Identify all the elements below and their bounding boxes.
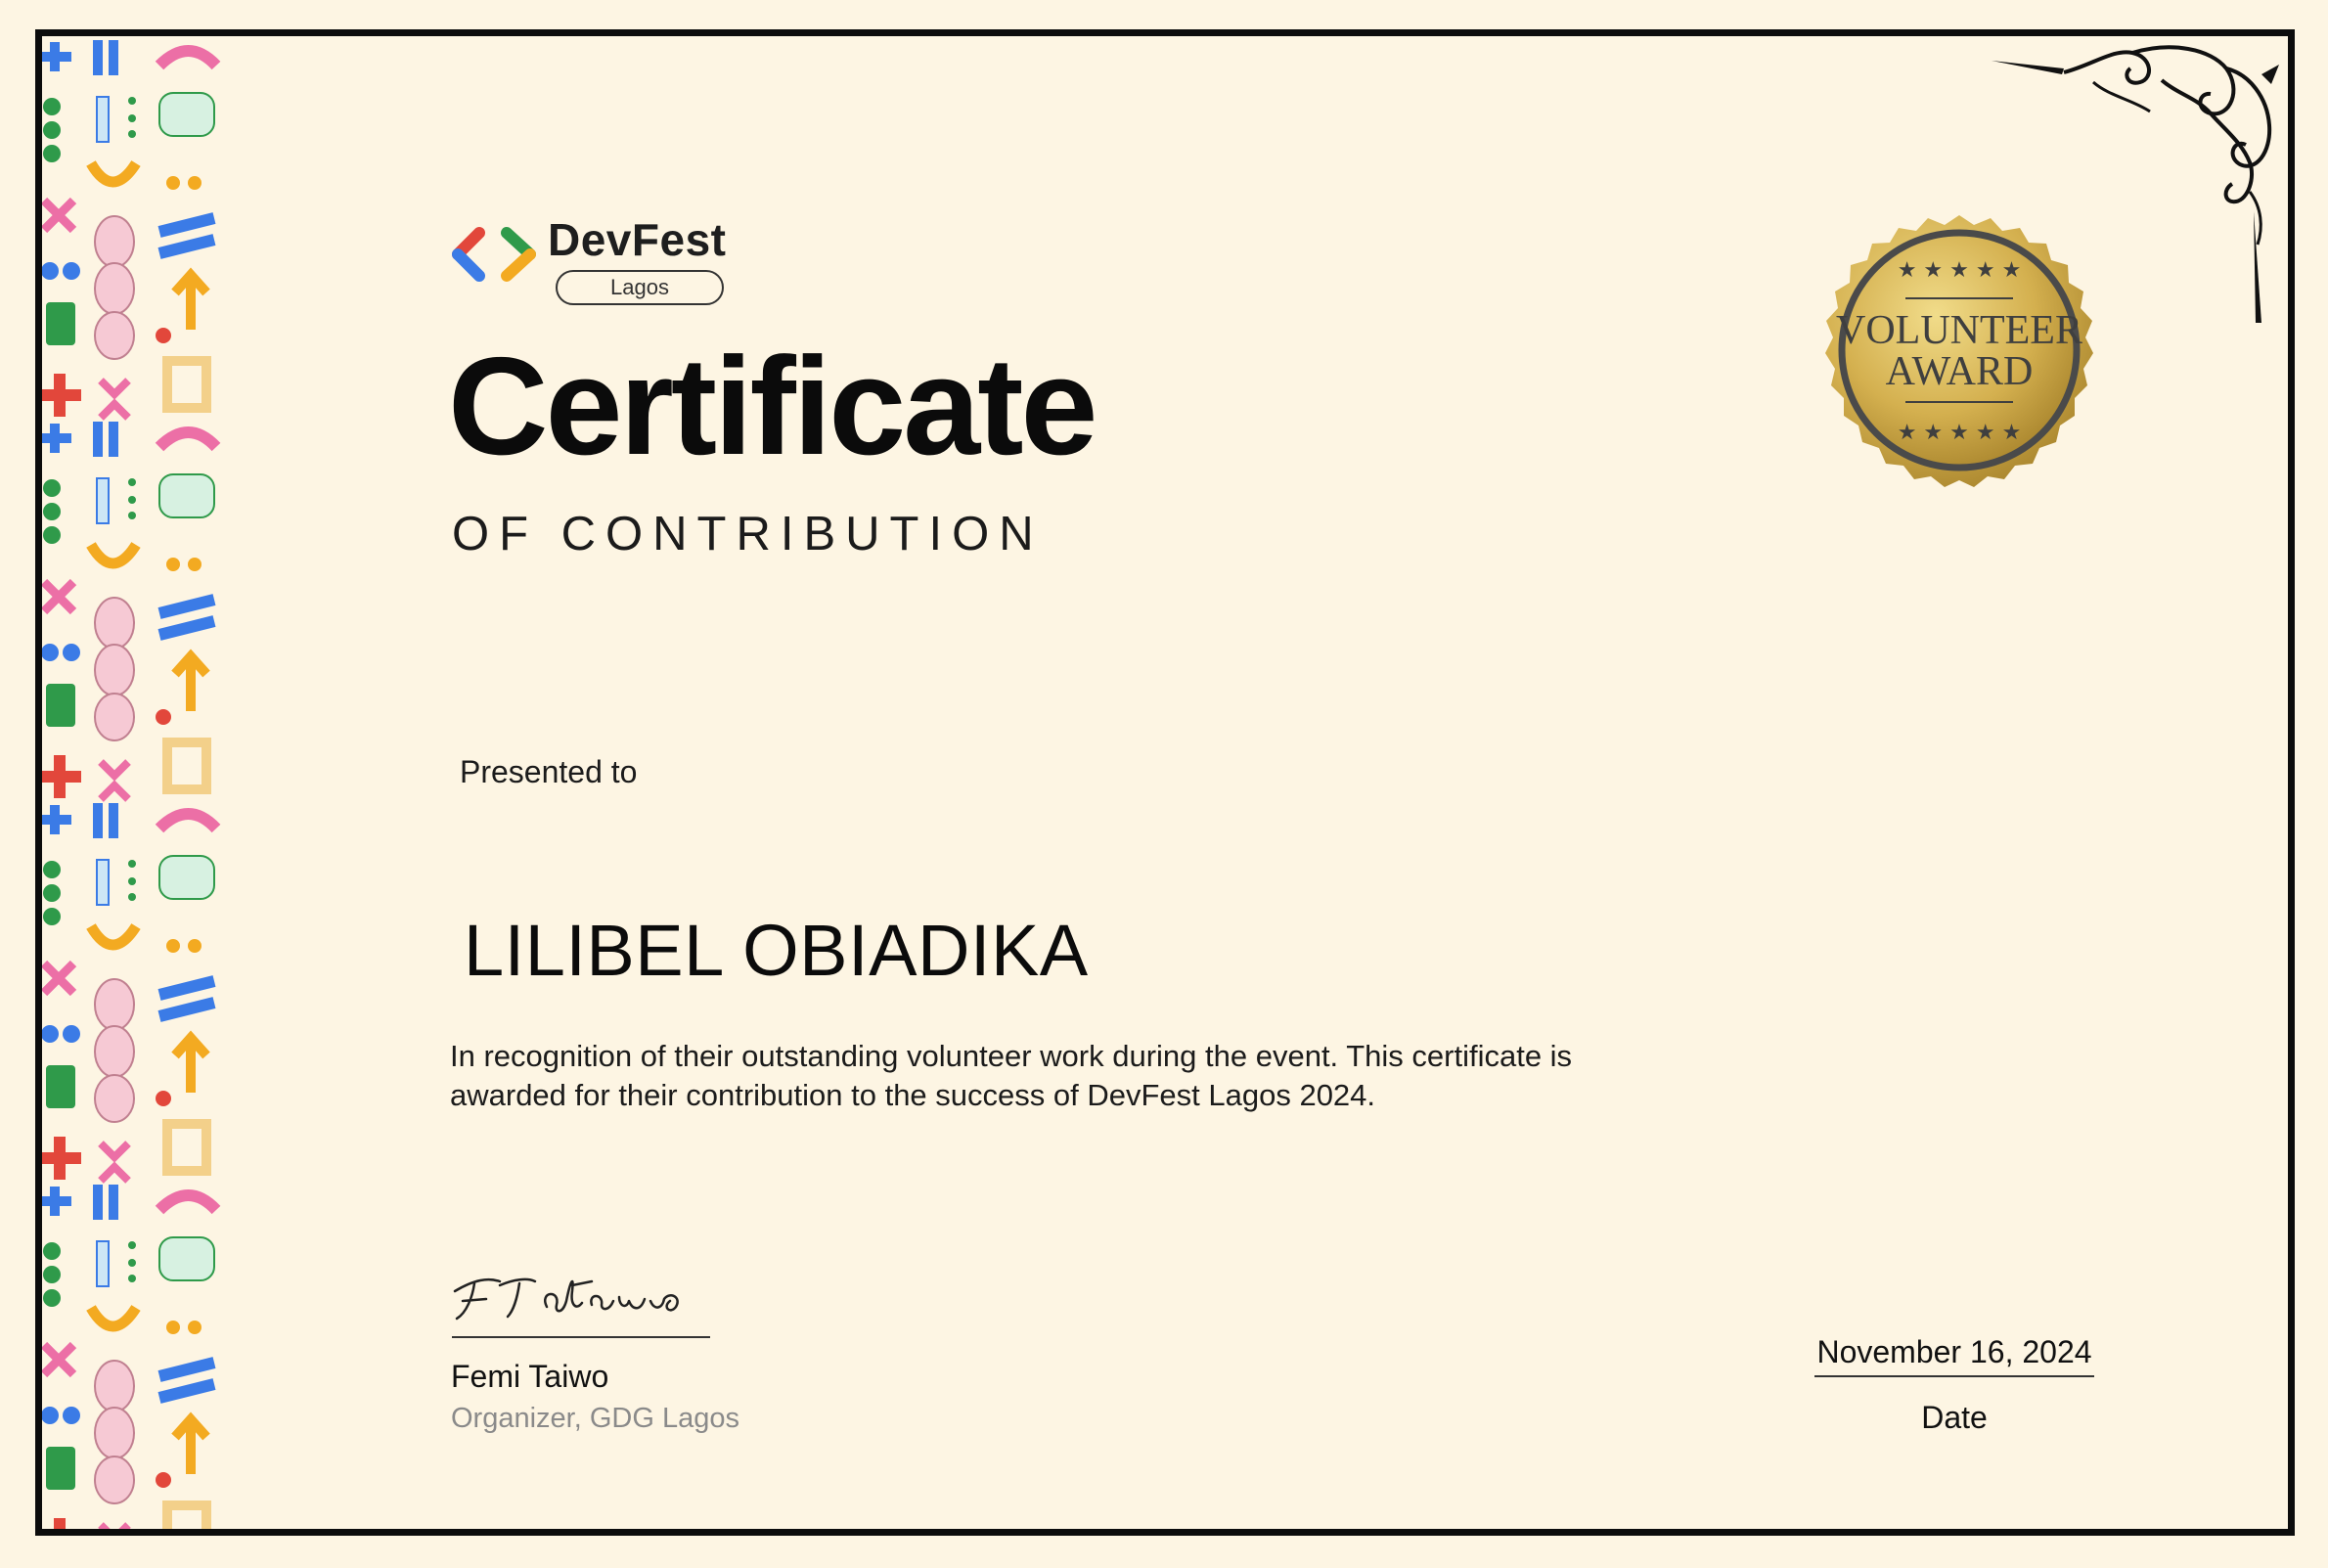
recognition-text: In recognition of their outstanding volunteer work during the event. This certificate is awarded for their contribution to the success of DevFest Lagos 2024. xyxy=(450,1039,1573,1112)
seal-line-1: VOLUNTEER xyxy=(1836,308,2082,353)
signature-line xyxy=(452,1336,710,1338)
date-label: Date xyxy=(1921,1400,1988,1435)
seal-stars-top: ★ ★ ★ ★ ★ xyxy=(1897,258,2022,283)
certificate-subtitle: OF CONTRIBUTION xyxy=(452,508,1044,560)
seal-line-2: AWARD xyxy=(1885,349,2034,394)
presented-to-label: Presented to xyxy=(460,754,638,789)
logo-chapter: Lagos xyxy=(556,270,724,305)
devfest-brackets-icon xyxy=(450,227,540,282)
certificate-title: Certificate xyxy=(448,329,1096,484)
logo-brand: DevFest xyxy=(548,214,727,265)
date-value: November 16, 2024 xyxy=(1816,1334,2092,1369)
signatory-role: Organizer, GDG Lagos xyxy=(451,1403,739,1434)
date-line xyxy=(1814,1375,2094,1377)
seal-stars-bottom: ★ ★ ★ ★ ★ xyxy=(1897,421,2022,445)
signature-image xyxy=(445,1262,719,1330)
decorative-pattern-strip xyxy=(42,36,244,1529)
recipient-name: LILIBEL OBIADIKA xyxy=(464,910,1089,991)
corner-flourish-ornament xyxy=(1986,35,2289,329)
signatory-name: Femi Taiwo xyxy=(451,1359,609,1394)
